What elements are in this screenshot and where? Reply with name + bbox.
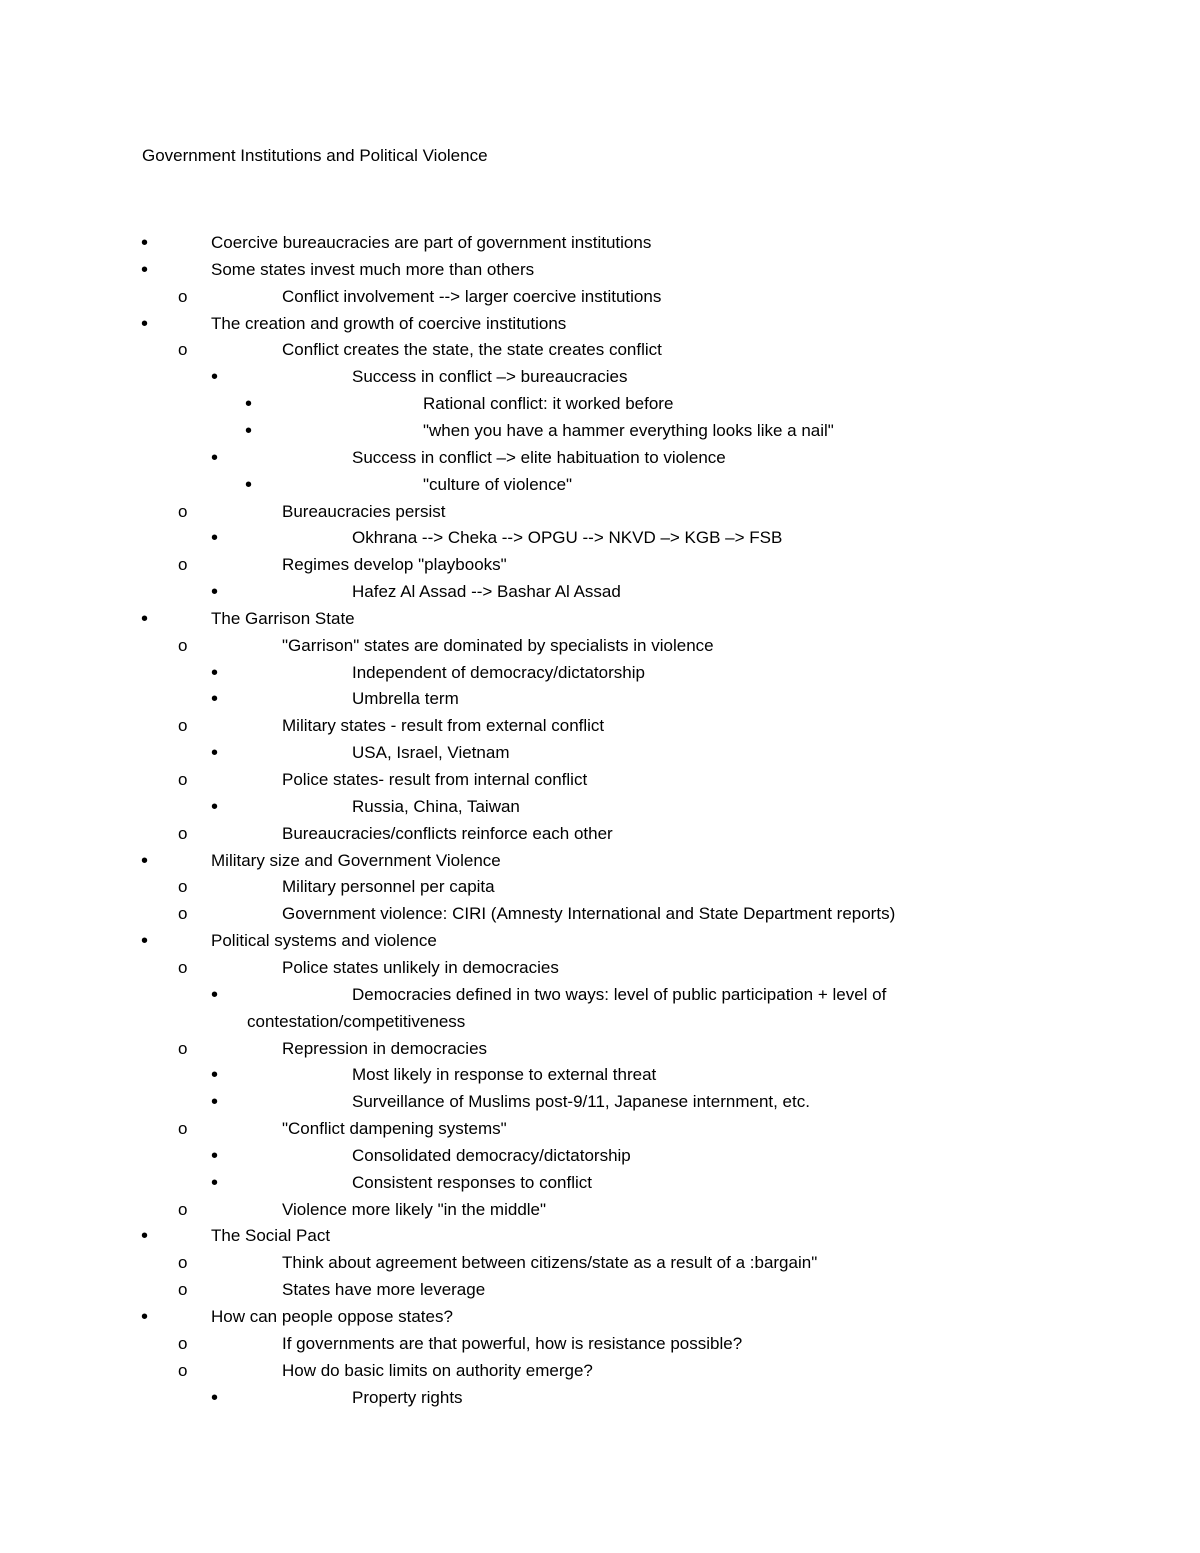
outline-item — [0, 607, 1200, 631]
outline-item — [0, 1251, 1200, 1275]
outline-item-text: If governments are that powerful, how is resistance possible? — [282, 1333, 743, 1353]
outline-item-text: Property rights — [352, 1387, 463, 1407]
bullet-circle-icon: o — [178, 1119, 188, 1139]
bullet-circle-icon: o — [178, 1280, 188, 1300]
outline-item-text: Democracies defined in two ways: level of public participation + level of — [352, 984, 887, 1004]
bullet-circle-icon: o — [178, 1253, 188, 1273]
bullet-disc-icon: • — [211, 688, 219, 711]
outline-item — [0, 258, 1200, 282]
outline-item-text: Bureaucracies/conflicts reinforce each other — [282, 823, 613, 843]
outline-item-text: Bureaucracies persist — [282, 501, 446, 521]
bullet-disc-icon: • — [211, 795, 219, 818]
outline-item — [0, 1063, 1200, 1087]
outline-item — [0, 795, 1200, 819]
outline-item-text: Military personnel per capita — [282, 877, 495, 897]
bullet-circle-icon: o — [178, 1333, 188, 1353]
outline-item-text: Conflict creates the state, the state creates conflict — [282, 340, 662, 360]
outline-item — [0, 661, 1200, 685]
outline-item-text: Regimes develop "playbooks" — [282, 555, 507, 575]
outline-item-text: Political systems and violence — [211, 931, 437, 951]
outline-item — [0, 231, 1200, 255]
outline-item — [0, 741, 1200, 765]
outline-item-text: How do basic limits on authority emerge? — [282, 1360, 593, 1380]
bullet-disc-icon: • — [211, 1091, 219, 1114]
outline-item-text: Hafez Al Assad --> Bashar Al Assad — [352, 582, 621, 602]
bullet-circle-icon: o — [178, 1199, 188, 1219]
bullet-circle-icon: o — [178, 286, 188, 306]
bullet-circle-icon: o — [178, 877, 188, 897]
outline-item — [0, 419, 1200, 443]
outline-item-continuation: contestation/competitiveness — [247, 1011, 466, 1031]
outline-item-text: Success in conflict –> elite habituation to violence — [352, 447, 726, 467]
outline-item — [0, 1198, 1200, 1222]
outline-item-text: Consolidated democracy/dictatorship — [352, 1145, 631, 1165]
outline-item-text: Rational conflict: it worked before — [423, 394, 674, 414]
document-title: Government Institutions and Political Violence — [142, 146, 488, 165]
outline-item-text: Success in conflict –> bureaucracies — [352, 367, 628, 387]
outline-item — [0, 338, 1200, 362]
outline-item — [0, 956, 1200, 980]
outline-item-text: "Garrison" states are dominated by specialists in violence — [282, 635, 714, 655]
bullet-circle-icon: o — [178, 904, 188, 924]
outline-item — [0, 1144, 1200, 1168]
outline-item-text: Some states invest much more than others — [211, 259, 535, 279]
outline-item-text: Military states - result from external conflict — [282, 716, 605, 736]
bullet-disc-icon: • — [245, 419, 253, 442]
bullet-disc-icon: • — [245, 473, 253, 496]
bullet-disc-icon: • — [141, 258, 149, 281]
outline-item — [0, 446, 1200, 470]
outline-item — [0, 1037, 1200, 1061]
outline-item — [0, 1386, 1200, 1410]
bullet-circle-icon: o — [178, 340, 188, 360]
outline-item-text: How can people oppose states? — [211, 1307, 453, 1326]
outline-item-text: Think about agreement between citizens/state as a result of a :bargain" — [282, 1253, 818, 1273]
outline-item — [0, 929, 1200, 953]
outline-item — [0, 580, 1200, 604]
bullet-circle-icon: o — [178, 957, 188, 977]
outline-item — [0, 1117, 1200, 1141]
outline-item — [0, 1332, 1200, 1356]
outline-item — [0, 822, 1200, 846]
bullet-disc-icon: • — [141, 930, 149, 953]
outline-item-text: The Social Pact — [211, 1226, 331, 1246]
bullet-circle-icon: o — [178, 501, 188, 521]
outline-item-text: Russia, China, Taiwan — [352, 796, 520, 816]
outline-item — [0, 365, 1200, 389]
outline-item-text: States have more leverage — [282, 1280, 486, 1300]
outline-item — [0, 1305, 1200, 1329]
outline-item — [0, 634, 1200, 658]
outline-item-text: Government violence: CIRI (Amnesty International and State Department reports) — [282, 904, 896, 924]
outline-item-text: The creation and growth of coercive institutions — [211, 313, 567, 333]
outline-item — [0, 687, 1200, 711]
outline-item — [0, 714, 1200, 738]
outline-item — [0, 526, 1200, 550]
outline-item-text: Police states- result from internal conflict — [282, 770, 588, 789]
outline-item — [0, 1171, 1200, 1195]
outline-item — [0, 1224, 1200, 1248]
outline-item-text: Military size and Government Violence — [211, 850, 501, 870]
bullet-circle-icon: o — [178, 1360, 188, 1380]
bullet-disc-icon: • — [211, 1064, 219, 1087]
outline-item-text: Most likely in response to external threat — [352, 1065, 657, 1085]
bullet-disc-icon: • — [141, 232, 149, 254]
outline-item-text: Police states unlikely in democracies — [282, 957, 559, 977]
outline-item — [0, 1359, 1200, 1383]
bullet-circle-icon: o — [178, 1038, 188, 1058]
bullet-circle-icon: o — [178, 555, 188, 575]
bullet-disc-icon: • — [211, 742, 219, 765]
outline-item-text: Okhrana --> Cheka --> OPGU --> NKVD –> KGB –> FSB — [352, 528, 783, 548]
outline-item — [0, 849, 1200, 873]
bullet-disc-icon: • — [141, 1306, 149, 1328]
outline-item — [0, 983, 1200, 1007]
outline-item — [0, 1090, 1200, 1114]
outline-item — [0, 473, 1200, 497]
outline-item-text: "Conflict dampening systems" — [282, 1119, 507, 1139]
outline-item — [0, 875, 1200, 899]
bullet-disc-icon: • — [211, 1386, 219, 1409]
outline-item — [0, 285, 1200, 309]
outline-item-text: Conflict involvement --> larger coercive institutions — [282, 286, 662, 306]
bullet-circle-icon: o — [178, 823, 188, 843]
outline-item — [0, 553, 1200, 577]
outline-item-text: Coercive bureaucracies are part of government institutions — [211, 233, 652, 252]
bullet-disc-icon: • — [211, 983, 219, 1006]
outline-item-text: Consistent responses to conflict — [352, 1172, 593, 1192]
outline-item-text: "culture of violence" — [423, 474, 573, 494]
outline-item — [0, 500, 1200, 524]
bullet-disc-icon: • — [211, 446, 219, 469]
outline-item — [0, 1278, 1200, 1302]
outline-item — [0, 392, 1200, 416]
outline-item-text: Repression in democracies — [282, 1038, 488, 1058]
outline-item — [0, 768, 1200, 792]
bullet-disc-icon: • — [245, 393, 253, 416]
bullet-circle-icon: o — [178, 770, 188, 789]
bullet-disc-icon: • — [141, 607, 149, 630]
outline-item-text: Violence more likely "in the middle" — [282, 1199, 547, 1219]
bullet-disc-icon: • — [141, 849, 149, 872]
outline-item-text: Surveillance of Muslims post-9/11, Japanese internment, etc. — [352, 1092, 810, 1112]
outline-item — [0, 312, 1200, 336]
outline-item-text: "when you have a hammer everything looks like a nail" — [423, 420, 834, 440]
outline-item — [0, 902, 1200, 926]
bullet-disc-icon: • — [211, 581, 219, 604]
bullet-disc-icon: • — [211, 661, 219, 684]
bullet-disc-icon: • — [211, 1144, 219, 1167]
bullet-circle-icon: o — [178, 716, 188, 736]
bullet-circle-icon: o — [178, 635, 188, 655]
outline-item-text: USA, Israel, Vietnam — [352, 743, 510, 763]
bullet-disc-icon: • — [141, 312, 149, 335]
outline-item-text: Independent of democracy/dictatorship — [352, 662, 645, 682]
outline-item-text: The Garrison State — [211, 608, 355, 628]
bullet-disc-icon: • — [141, 1225, 149, 1248]
bullet-disc-icon: • — [211, 1171, 219, 1194]
bullet-disc-icon: • — [211, 366, 219, 389]
outline-item-text: Umbrella term — [352, 689, 459, 709]
bullet-disc-icon: • — [211, 527, 219, 550]
